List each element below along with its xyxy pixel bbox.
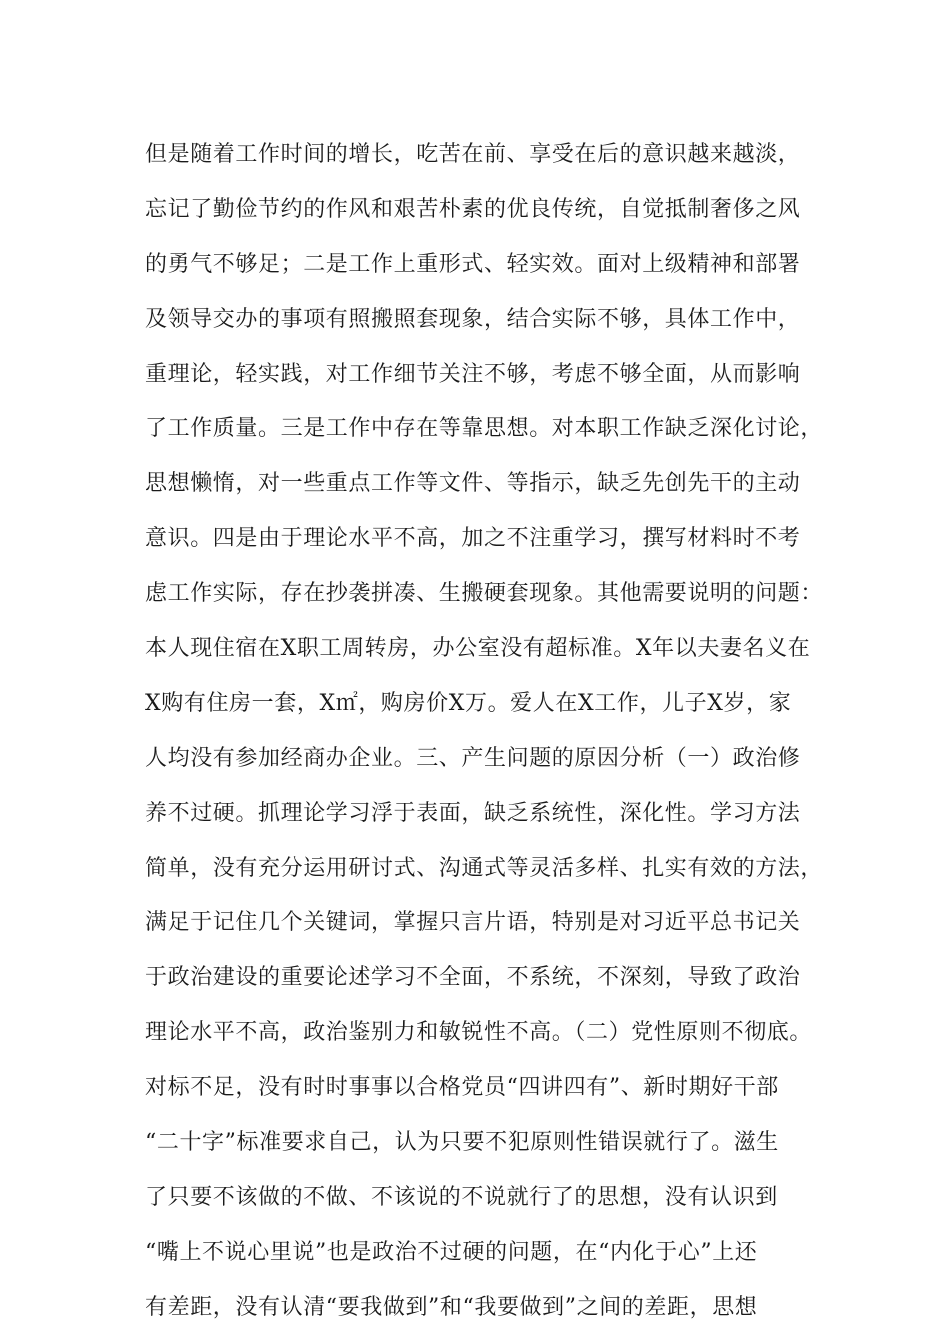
text-line-5: 重理论，轻实践，对工作细节关注不够，考虑不够全面，从而影响 — [145, 361, 801, 387]
text-line-4: 及领导交办的事项有照搬照套现象，结合实际不够，具体工作中， — [145, 306, 801, 332]
text-line-7: 思想懒惰，对一些重点工作等文件、等指示，缺乏先创先干的主动 — [145, 471, 801, 497]
text-line-14: 简单，没有充分运用研讨式、沟通式等灵活多样、扎实有效的方法， — [145, 855, 824, 881]
body-text — [145, 128, 845, 1336]
text-line-19: “二十字”标准要求自己，认为只要不犯原则性错误就行了。滋生 — [145, 1130, 779, 1156]
text-line-21: “嘴上不说心里说”也是政治不过硬的问题，在“内化于心”上还 — [145, 1239, 758, 1265]
text-line-18: 对标不足，没有时时事事以合格党员“四讲四有”、新时期好干部 — [145, 1075, 779, 1101]
text-line-11: X购有住房一套，X㎡，购房价X万。爱人在X工作，儿子X岁，家 — [145, 690, 792, 716]
text-line-1: 但是随着工作时间的增长，吃苦在前、享受在后的意识越来越淡， — [145, 142, 801, 167]
text-line-2: 忘记了勤俭节约的作风和艰苦朴素的优良传统，自觉抵制奢侈之风 — [145, 196, 801, 222]
text-line-22: 有差距，没有认清“要我做到”和“我要做到”之间的差距，思想 — [145, 1294, 758, 1320]
text-line-13: 养不过硬。抓理论学习浮于表面，缺乏系统性，深化性。学习方法 — [145, 800, 801, 826]
text-line-3: 的勇气不够足；二是工作上重形式、轻实效。面对上级精神和部署 — [145, 251, 801, 277]
text-line-20: 了只要不该做的不做、不该说的不说就行了的思想，没有认识到 — [145, 1184, 778, 1210]
text-line-10: 本人现住宿在X职工周转房，办公室没有超标准。X年以夫妻名义在 — [145, 636, 811, 662]
text-line-9: 虑工作实际，存在抄袭拼凑、生搬硬套现象。其他需要说明的问题： — [145, 581, 824, 607]
text-line-17: 理论水平不高，政治鉴别力和敏锐性不高。（二）党性原则不彻底。 — [145, 1020, 813, 1046]
text-line-12: 人均没有参加经商办企业。三、产生问题的原因分析（一）政治修 — [145, 745, 801, 771]
text-line-16: 于政治建设的重要论述学习不全面，不系统，不深刻，导致了政治 — [145, 965, 801, 991]
text-line-15: 满足于记住几个关键词，掌握只言片语，特别是对习近平总书记关 — [145, 910, 801, 936]
text-line-8: 意识。四是由于理论水平不高，加之不注重学习，撰写材料时不考 — [145, 526, 801, 552]
text-line-6: 了工作质量。三是工作中存在等靠思想。对本职工作缺乏深化讨论， — [145, 416, 824, 442]
